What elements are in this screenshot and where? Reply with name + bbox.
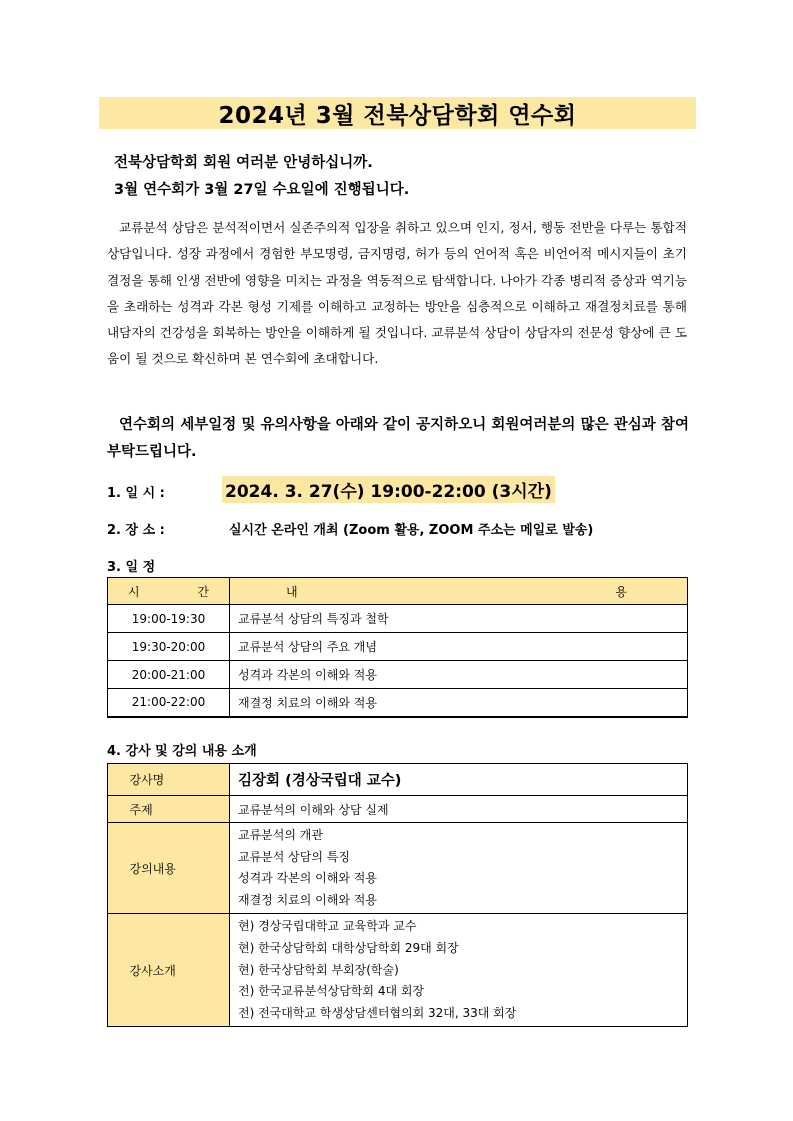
schedule-header-content: 내 용 (230, 578, 688, 605)
lecture-label: 4. 강사 및 강의 내용 소개 (107, 744, 257, 759)
schedule-time: 19:30-20:00 (108, 633, 230, 661)
schedule-content: 교류분석 상담의 주요 개념 (230, 633, 688, 661)
instructor-key: 강사명 (129, 773, 165, 787)
table-row (108, 689, 688, 717)
content-key: 강의내용 (129, 861, 176, 876)
lecture-table (107, 763, 688, 1027)
content-line: 교류분석의 개관 (238, 828, 323, 842)
content-line: 교류분석 상담의 특징 (238, 849, 350, 864)
table-row (108, 764, 688, 796)
table-row (108, 633, 688, 661)
greeting-line-2: 3월 연수회가 3월 27일 수요일에 진행됩니다. (114, 182, 410, 198)
schedule-header-row (108, 578, 688, 605)
bio-line: 전) 전국대학교 학생상담센터협의회 32대, 33대 회장 (238, 1005, 517, 1020)
schedule-content: 성격과 각본의 이해와 적용 (230, 661, 688, 689)
content-line: 성격과 각본의 이해와 적용 (238, 871, 377, 886)
table-row (108, 823, 688, 914)
notice-paragraph: 연수회의 세부일정 및 유의사항을 아래와 같이 공지하오니 회원여러분의 많은 관심과 참여 부탁드립니다. (107, 417, 689, 460)
page-title: 2024년 3월 전북상담학회 연수회 (99, 97, 696, 129)
content-value (230, 823, 688, 914)
table-row (108, 605, 688, 633)
topic-key: 주제 (129, 802, 153, 817)
schedule-time: 21:00-22:00 (108, 689, 230, 717)
greeting-line-1: 전북상담학회 회원 여러분 안녕하십니까. (114, 155, 373, 171)
table-row (108, 661, 688, 689)
bio-line: 전) 한국교류분석상담학회 4대 회장 (238, 984, 425, 999)
schedule-time: 20:00-21:00 (108, 661, 230, 689)
bio-line: 현) 한국상담학회 부회장(학술) (238, 962, 399, 977)
instructor-key-cell (108, 764, 230, 796)
bio-line: 현) 경상국립대학교 교육학과 교수 (238, 919, 417, 934)
date-label: 1. 일 시 : (107, 486, 165, 501)
content-line: 재결정 치료의 이해와 적용 (238, 892, 377, 907)
schedule-table (107, 577, 688, 718)
intro-paragraph: 교류분석 상담은 분석적이면서 실존주의적 입장을 취하고 있으며 인지, 정서, 행동 전반을 다루는 통합적 상담입니다. 성장 과정에서 경험한 부모명령, 금지명령, 허가 등의 언어적 혹은 비언어적 메시지들이 초기결정을 통해 인생 전반에 영향을 미치는 과정을 역동적으로 탐색합니다. 나아가 각종 병리적 증상과 역기능을 초래하는 성격과 각본 형성 기제를 이해하고 교정하는 방안을 심층적으로 이해하고 재결정치료를 통해 내담자의 건강성을 회복하는 방안을 이해하게 될 것입니다. 교류분석 상담이 상담자의 전문성 향상에 큰 도움이 될 것으로 확신하며 본 연수회에 초대합니다. (107, 220, 687, 367)
schedule-header-time: 시 간 (108, 578, 230, 605)
content-key-cell (108, 823, 230, 914)
schedule-content: 재결정 치료의 이해와 적용 (230, 689, 688, 717)
table-row (108, 914, 688, 1027)
schedule-time: 19:00-19:30 (108, 605, 230, 633)
bio-key-cell (108, 914, 230, 1027)
place-value: 실시간 온라인 개최 (Zoom 활용, ZOOM 주소는 메일로 발송) (229, 523, 594, 538)
bio-line: 현) 한국상담학회 대학상담학회 29대 회장 (238, 940, 459, 955)
bio-key: 강사소개 (129, 963, 176, 978)
topic-key-cell (108, 796, 230, 823)
bio-value (230, 914, 688, 1027)
table-row (108, 796, 688, 823)
place-label: 2. 장 소 : (107, 523, 165, 538)
topic-value: 교류분석의 이해와 상담 실제 (230, 796, 688, 823)
date-value: 2024. 3. 27(수) 19:00-22:00 (3시간) (222, 476, 555, 503)
instructor-value: 김장회 (경상국립대 교수) (230, 764, 688, 796)
schedule-content: 교류분석 상담의 특징과 철학 (230, 605, 688, 633)
schedule-label: 3. 일 정 (107, 560, 156, 575)
